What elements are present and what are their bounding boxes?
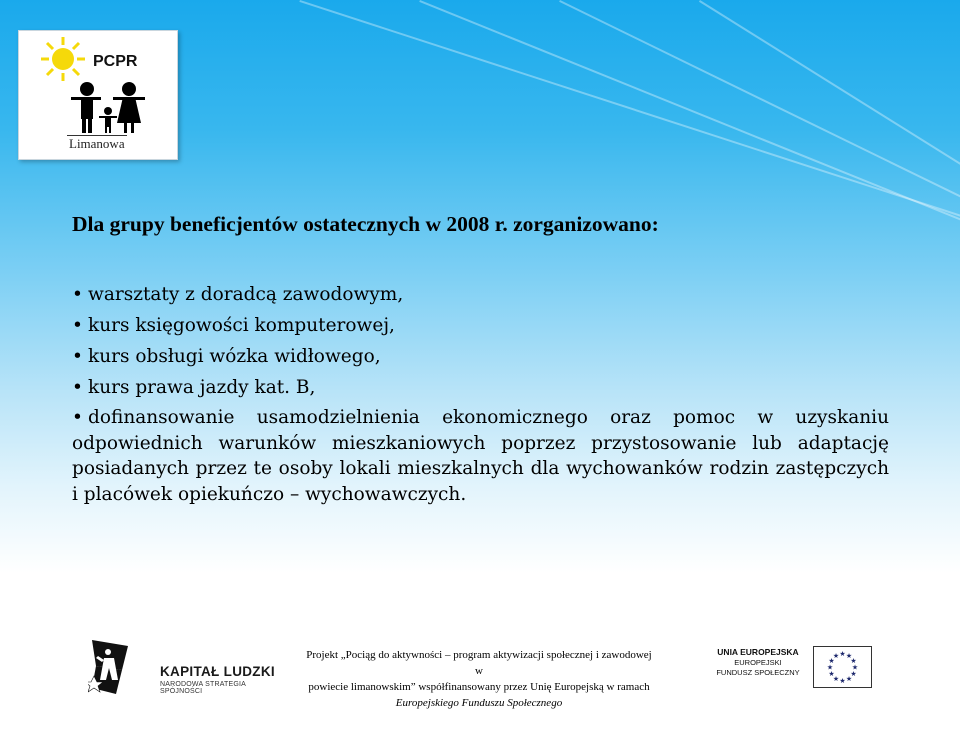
svg-text:★: ★ — [828, 657, 835, 665]
svg-text:★: ★ — [839, 650, 846, 658]
eu-line-3: FUNDUSZ SPOŁECZNY — [716, 668, 800, 677]
svg-text:★: ★ — [850, 657, 857, 665]
project-line-3: Europejskiego Funduszu Społecznego — [395, 697, 563, 709]
kapital-ludzki-subtitle: NARODOWA STRATEGIA SPÓJNOŚCI — [160, 681, 246, 695]
pcpr-logo — [18, 30, 178, 160]
svg-text:★: ★ — [851, 663, 859, 672]
list-item: • warsztaty z doradcą zawodowym, — [72, 284, 404, 305]
page-title: Dla grupy beneficjentów ostatecznych w 2008 r. zorganizowano: — [72, 212, 659, 236]
kapital-ludzki-title: KAPITAŁ LUDZKI — [160, 664, 275, 679]
svg-text:★: ★ — [828, 670, 835, 678]
svg-text:★: ★ — [832, 652, 840, 660]
logo-name: PCPR — [93, 53, 138, 70]
list-item: • kurs prawa jazdy kat. B, — [72, 377, 316, 398]
svg-text:★: ★ — [845, 675, 853, 683]
svg-text:★: ★ — [832, 675, 840, 683]
project-info — [304, 647, 654, 711]
kapital-ludzki-logo — [88, 636, 288, 698]
list-item: • kurs obsługi wózka widłowego, — [72, 346, 381, 367]
list-item: • kurs księgowości komputerowej, — [72, 315, 395, 336]
eu-flag-icon — [813, 646, 872, 688]
paragraph-item: • dofinansowanie usamodzielnienia ekonomicznego oraz pomoc w uzyskaniu odpowiednich warunków mieszkaniowych poprzez przystosowanie lub adaptację posiadanych przez te osoby lokali mieszkalnych dla wychowanków rodzin zastępczych i placówek opiekuńczo – wychowawczych. — [72, 407, 889, 505]
project-line-1: Projekt „Pociąg do aktywności – program aktywizacji społecznej i zawodowej w — [306, 649, 652, 677]
svg-text:★: ★ — [826, 663, 834, 672]
logo-city: Limanowa — [69, 136, 125, 151]
svg-text:★: ★ — [839, 677, 846, 685]
eu-stars-icon — [814, 647, 871, 687]
svg-text:★: ★ — [845, 652, 853, 660]
svg-text:★: ★ — [850, 670, 857, 678]
bullet-list — [72, 279, 892, 403]
flag-person-icon — [88, 636, 132, 698]
eu-logo — [709, 634, 879, 686]
project-line-2: powiecie limanowskim” współfinansowany przez Unię Europejską w ramach — [308, 681, 650, 693]
eu-line-1: UNIA EUROPEJSKA — [717, 647, 799, 657]
footer — [64, 626, 960, 716]
eu-line-2: EUROPEJSKI — [734, 658, 782, 667]
